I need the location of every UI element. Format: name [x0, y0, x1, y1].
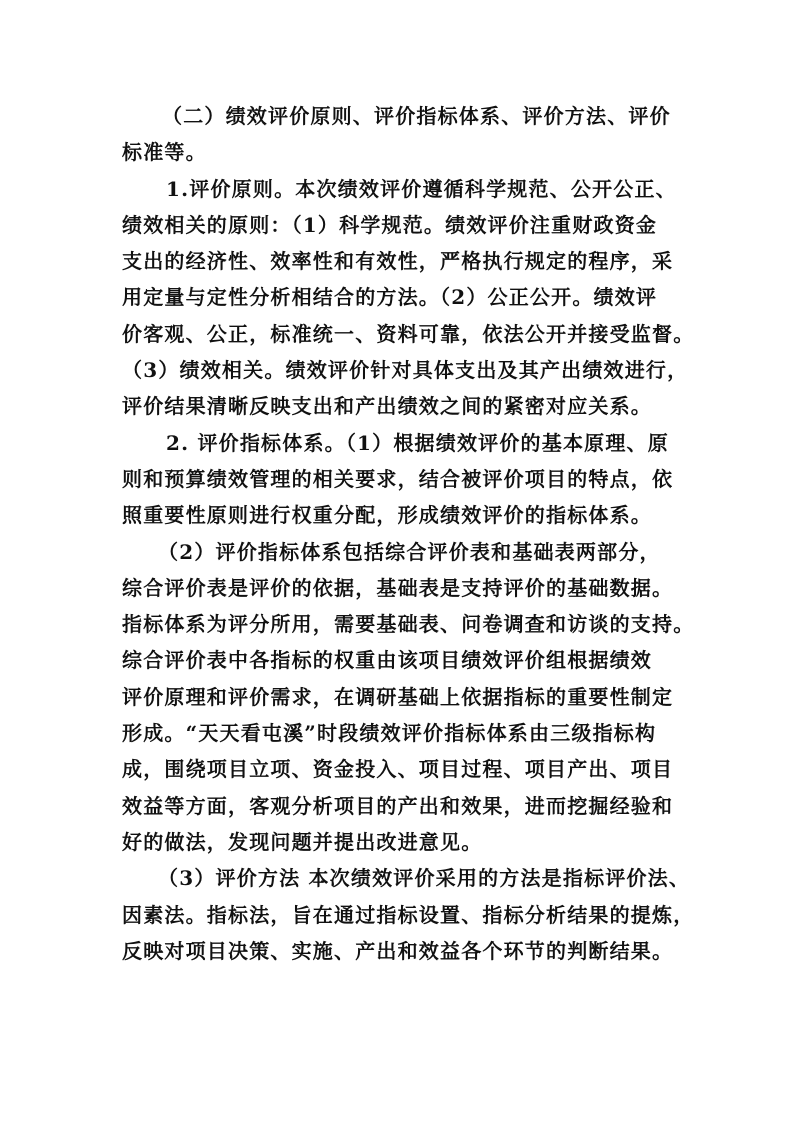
paragraph-2-line-3: 照重要性原则进行权重分配，形成绩效评价的指标体系。 [122, 503, 652, 528]
paragraph-3-line-6: 形成。“天天看屯溪”时段绩效评价指标体系由三级指标构 [122, 721, 657, 746]
paragraph-3-line-9: 好的做法，发现问题并提出改进意见。 [122, 829, 483, 854]
paragraph-3-line-8: 效益等方面，客观分析项目的产出和效果，进而挖掘经验和 [122, 793, 674, 818]
paragraph-1-line-5: 价客观、公正，标准统一、资料可靠，依法公开并接受监督。 [122, 321, 695, 346]
paragraph-3-line-4: 综合评价表中各指标的权重由该项目绩效评价组根据绩效 [122, 648, 652, 673]
paragraph-2-line-1: 2. 评价指标体系。（1）根据绩效评价的基本原理、原 [166, 430, 669, 455]
paragraph-4-line-2: 因素法。指标法，旨在通过指标设置、指标分析结果的提炼， [122, 902, 695, 927]
paragraph-3-line-1: （2）评价指标体系包括综合评价表和基础表两部分， [158, 539, 661, 564]
section-heading-line-1: （二）绩效评价原则、评价指标体系、评价方法、评价 [162, 104, 671, 128]
paragraph-4-line-1: （3）评价方法 本次绩效评价采用的方法是指标评价法、 [158, 866, 691, 891]
paragraph-1-line-7: 评价结果清晰反映支出和产出绩效之间的紧密对应关系。 [122, 394, 652, 419]
document-body [122, 98, 695, 969]
paragraph-1-line-4: 用定量与定性分析相结合的方法。（2）公正公开。绩效评 [122, 285, 658, 310]
paragraph-2-line-2: 则和预算绩效管理的相关要求，结合被评价项目的特点，依 [122, 466, 674, 491]
paragraph-3-line-3: 指标体系为评分所用，需要基础表、问卷调查和访谈的支持。 [122, 612, 695, 637]
section-heading-line-2: 标准等。 [122, 140, 207, 165]
paragraph-4-line-3: 反映对项目决策、实施、产出和效益各个环节的判断结果。 [122, 938, 674, 963]
paragraph-1-line-2: 绩效相关的原则：（1）科学规范。绩效评价注重财政资金 [122, 212, 658, 237]
paragraph-1-line-6: （3）绩效相关。绩效评价针对具体支出及其产出绩效进行， [122, 358, 689, 383]
paragraph-3-line-5: 评价原理和评价需求，在调研基础上依据指标的重要性制定 [122, 684, 674, 709]
paragraph-3-line-7: 成，围绕项目立项、资金投入、项目过程、项目产出、项目 [122, 757, 674, 782]
paragraph-1-line-3: 支出的经济性、效率性和有效性，严格执行规定的程序，采 [122, 249, 674, 274]
paragraph-1-line-1: 1.评价原则。本次绩效评价遵循科学规范、公开公正、 [166, 176, 677, 201]
paragraph-3-line-2: 综合评价表是评价的依据，基础表是支持评价的基础数据。 [122, 575, 674, 600]
